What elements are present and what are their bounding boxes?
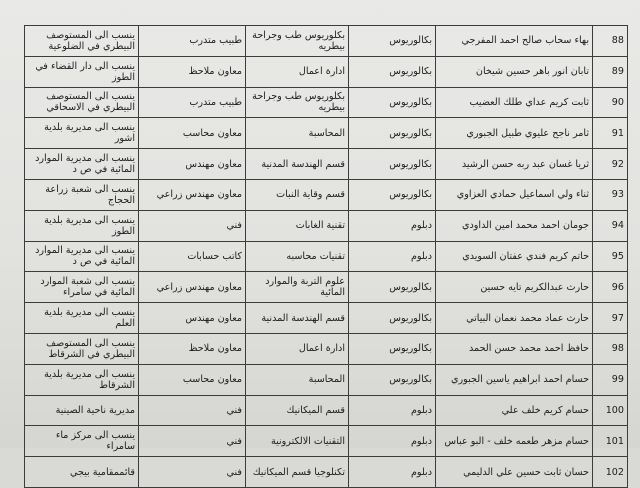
certificate-cell: بكالوريوس xyxy=(349,56,436,87)
employee-name-cell: جومان احمد محمد امين الداودي xyxy=(436,210,593,241)
row-number-cell: 90 xyxy=(593,87,628,118)
certificate-cell: دبلوم xyxy=(349,457,436,488)
job-title-cell: معاون مهندس زراعي xyxy=(139,179,246,210)
job-title-cell: فني xyxy=(139,457,246,488)
job-title-cell: معاون مهندس xyxy=(139,303,246,334)
assignment-cell: ينسب الى مديرية الموارد المائية في ص د xyxy=(25,149,139,180)
employee-name-cell: حاتم كريم فندي عفتان السويدي xyxy=(436,241,593,272)
job-title-cell: معاون ملاحظ xyxy=(139,56,246,87)
row-number-cell: 88 xyxy=(593,26,628,57)
job-title-cell: كاتب حسابات xyxy=(139,241,246,272)
specialization-cell: قسم الهندسة المدنية xyxy=(246,303,349,334)
certificate-cell: بكالوريوس xyxy=(349,87,436,118)
specialization-cell: المحاسبة xyxy=(246,364,349,395)
job-title-cell: فني xyxy=(139,210,246,241)
specialization-cell: ادارة اعمال xyxy=(246,333,349,364)
employee-name-cell: ثناء ولي اسماعيل حمادي العزاوي xyxy=(436,179,593,210)
table-row xyxy=(25,364,628,395)
employee-name-cell: بهاء سحاب صالح احمد المفرجي xyxy=(436,26,593,57)
assignment-cell: ينسب الى مديرية بلدية الشرقاط xyxy=(25,364,139,395)
table-row xyxy=(25,272,628,303)
specialization-cell: قسم الهندسة المدنية xyxy=(246,149,349,180)
row-number-cell: 92 xyxy=(593,149,628,180)
employee-name-cell: حارث عماد محمد نعمان البياتي xyxy=(436,303,593,334)
certificate-cell: بكالوريوس xyxy=(349,149,436,180)
table-row xyxy=(25,56,628,87)
specialization-cell: تقنية الغابات xyxy=(246,210,349,241)
table-row xyxy=(25,395,628,426)
specialization-cell: تقنيات محاسبه xyxy=(246,241,349,272)
employee-name-cell: حارث عبدالكريم تايه حسين xyxy=(436,272,593,303)
specialization-cell: قسم وقاية النبات xyxy=(246,179,349,210)
table-row xyxy=(25,26,628,57)
table-row xyxy=(25,118,628,149)
table-row xyxy=(25,149,628,180)
row-number-cell: 89 xyxy=(593,56,628,87)
table-row xyxy=(25,241,628,272)
specialization-cell: قسم الميكانيك xyxy=(246,395,349,426)
table-row xyxy=(25,426,628,457)
employee-name-cell: حسام كريم خلف علي xyxy=(436,395,593,426)
certificate-cell: دبلوم xyxy=(349,426,436,457)
certificate-cell: بكالوريوس xyxy=(349,364,436,395)
row-number-cell: 93 xyxy=(593,179,628,210)
job-title-cell: معاون محاسب xyxy=(139,364,246,395)
employee-name-cell: ثريا غسان عبد ربه حسن الرشيد xyxy=(436,149,593,180)
assignment-cell: ينسب الى شعبة الموارد المائية في سامراء xyxy=(25,272,139,303)
assignment-cell: ينسب الى دار القضاء في الطوز xyxy=(25,56,139,87)
row-number-cell: 100 xyxy=(593,395,628,426)
job-title-cell: معاون مهندس زراعي xyxy=(139,272,246,303)
assignment-cell: ينسب الى المستوصف البيطري في الضلوعية xyxy=(25,26,139,57)
assignment-cell: ينسب الى مديرية بلدية الطوز xyxy=(25,210,139,241)
table-row xyxy=(25,87,628,118)
certificate-cell: بكالوريوس xyxy=(349,303,436,334)
job-title-cell: معاون ملاحظ xyxy=(139,333,246,364)
job-title-cell: طبيب متدرب xyxy=(139,87,246,118)
assignment-cell: مديرية ناحية الصينية xyxy=(25,395,139,426)
specialization-cell: التقنيات الالكترونية xyxy=(246,426,349,457)
certificate-cell: دبلوم xyxy=(349,241,436,272)
row-number-cell: 101 xyxy=(593,426,628,457)
assignment-cell: قائممقامية بيجي xyxy=(25,457,139,488)
certificate-cell: بكالوريوس xyxy=(349,272,436,303)
specialization-cell: بكلوريوس طب وجراحة بيطريه xyxy=(246,87,349,118)
row-number-cell: 97 xyxy=(593,303,628,334)
row-number-cell: 102 xyxy=(593,457,628,488)
job-title-cell: فني xyxy=(139,395,246,426)
table-row xyxy=(25,333,628,364)
certificate-cell: بكالوريوس xyxy=(349,118,436,149)
specialization-cell: علوم التربة والموارد المائية xyxy=(246,272,349,303)
employee-name-cell: حسام احمد ابراهيم ياسين الجبوري xyxy=(436,364,593,395)
job-title-cell: فني xyxy=(139,426,246,457)
row-number-cell: 96 xyxy=(593,272,628,303)
table-row xyxy=(25,179,628,210)
certificate-cell: دبلوم xyxy=(349,395,436,426)
assignment-cell: ينسب الى مديرية بلدية اشور xyxy=(25,118,139,149)
row-number-cell: 99 xyxy=(593,364,628,395)
job-title-cell: معاون محاسب xyxy=(139,118,246,149)
row-number-cell: 95 xyxy=(593,241,628,272)
row-number-cell: 98 xyxy=(593,333,628,364)
row-number-cell: 91 xyxy=(593,118,628,149)
employee-name-cell: تابان انور باهر حسين شيخان xyxy=(436,56,593,87)
employee-name-cell: ثامر ناجح عليوي طبيل الجبوري xyxy=(436,118,593,149)
assignment-cell: ينسب الى مركز ماء سامراء xyxy=(25,426,139,457)
assignment-cell: ينسب الى المستوصف البيطري في الشرقاط xyxy=(25,333,139,364)
employee-name-cell: حافظ احمد محمد حسن الحمد xyxy=(436,333,593,364)
employee-name-cell: حسان ثابت حسين علي الدليمي xyxy=(436,457,593,488)
table-row xyxy=(25,303,628,334)
row-number-cell: 94 xyxy=(593,210,628,241)
employee-name-cell: ثابت كريم عداي طلك العضيب xyxy=(436,87,593,118)
table-row xyxy=(25,457,628,488)
assignment-cell: ينسب الى مديرية بلدية العلم xyxy=(25,303,139,334)
specialization-cell: المحاسبة xyxy=(246,118,349,149)
employee-name-cell: حسام مزهر طعمه خلف - البو عباس xyxy=(436,426,593,457)
appointments-table xyxy=(24,25,628,488)
assignment-cell: ينسب الى شعبة زراعة الحجاج xyxy=(25,179,139,210)
assignment-cell: ينسب الى المستوصف البيطري في الاسحاقي xyxy=(25,87,139,118)
certificate-cell: بكالوريوس xyxy=(349,179,436,210)
job-title-cell: معاون مهندس xyxy=(139,149,246,180)
specialization-cell: ادارة اعمال xyxy=(246,56,349,87)
specialization-cell: تكنلوجيا قسم الميكانيك xyxy=(246,457,349,488)
certificate-cell: بكالوريوس xyxy=(349,26,436,57)
assignment-cell: ينسب الى مديرية الموارد المائية في ص د xyxy=(25,241,139,272)
certificate-cell: بكالوريوس xyxy=(349,333,436,364)
certificate-cell: دبلوم xyxy=(349,210,436,241)
table-row xyxy=(25,210,628,241)
specialization-cell: بكلوريوس طب وجراحة بيطريه xyxy=(246,26,349,57)
job-title-cell: طبيب متدرب xyxy=(139,26,246,57)
